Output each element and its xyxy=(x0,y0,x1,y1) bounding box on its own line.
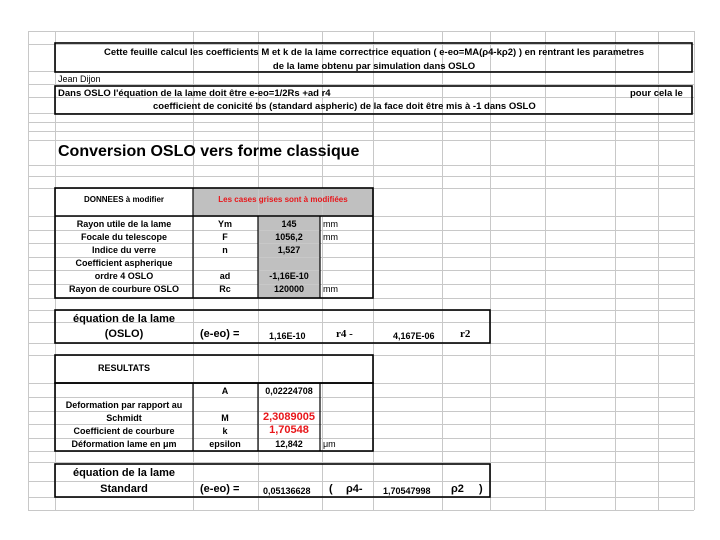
donnees-value-courbure[interactable]: 120000 xyxy=(273,284,305,294)
donnees-label-indice: Indice du verre xyxy=(91,245,157,255)
donnees-value-aspherique[interactable]: -1,16E-10 xyxy=(269,271,309,281)
resultats-value-epsilon: 12,842 xyxy=(275,439,303,449)
eq-std-coef-2: 1,70547998 xyxy=(383,486,431,496)
donnees-label-courbure: Rayon de courbure OSLO xyxy=(68,284,180,294)
oslo-note-line-1: Dans OSLO l'équation de la lame doit être e-eo=1/2Rs +ad r4 xyxy=(58,88,331,99)
author-name: Jean Dijon xyxy=(58,74,101,84)
eq-std-lhs: (e-eo) = xyxy=(200,483,240,495)
resultats-symbol-m: M xyxy=(221,413,229,423)
eq-std-rho4: ρ4- xyxy=(346,483,363,495)
resultats-label-coef-courbure: Coefficient de courbure xyxy=(73,426,175,436)
donnees-label-ym: Rayon utile de la lame xyxy=(76,219,172,229)
eq-std-label-2: Standard xyxy=(100,483,148,495)
donnees-unit-courbure: mm xyxy=(323,284,338,294)
donnees-value-ym[interactable]: 145 xyxy=(281,219,297,229)
resultats-value-m: 2,3089005 xyxy=(263,411,315,423)
donnees-unit-ym: mm xyxy=(323,219,338,229)
donnees-title: DONNEES à modifier xyxy=(83,195,164,204)
resultats-title: RESULTATS xyxy=(98,363,150,373)
eq-oslo-coef-1: 1,16E-10 xyxy=(269,331,306,341)
header-line-2: de la lame obtenu par simulation dans OSLO xyxy=(272,61,476,72)
eq-std-close-paren: ) xyxy=(479,483,483,495)
donnees-note: Les cases grises sont à modifiées xyxy=(218,195,348,204)
eq-oslo-coef-2: 4,167E-06 xyxy=(393,331,435,341)
donnees-label-focale: Focale du telescope xyxy=(80,232,168,242)
donnees-value-indice[interactable]: 1,527 xyxy=(277,245,301,255)
donnees-label-aspherique: Coefficient aspherique xyxy=(75,258,173,268)
eq-oslo-label-1: équation de la lame xyxy=(72,313,176,325)
donnees-unit-focale: mm xyxy=(323,232,338,242)
eq-std-rho2: ρ2 xyxy=(451,483,464,495)
section-title: Conversion OSLO vers forme classique xyxy=(58,143,360,160)
oslo-note-line-2: coefficient de conicité bs (standard aspheric) de la face doit être mis à -1 dans OSLO xyxy=(153,101,536,112)
eq-oslo-label-2: (OSLO) xyxy=(104,328,144,340)
eq-std-open-paren: ( xyxy=(329,483,333,495)
donnees-label-aspherique-2: ordre 4 OSLO xyxy=(94,271,154,281)
header-line-1: Cette feuille calcul les coefficients M et k de la lame correctrice equation ( e-eo=MA(ρ4-kρ2) ) en rentrant les parametres xyxy=(104,47,644,58)
resultats-value-k: 1,70548 xyxy=(269,424,309,436)
donnees-symbol-courbure: Rc xyxy=(219,284,231,294)
donnees-value-focale[interactable]: 1056,2 xyxy=(275,232,303,242)
oslo-note-line-1-right: pour cela le xyxy=(630,88,683,99)
eq-oslo-lhs: (e-eo) = xyxy=(200,328,240,340)
resultats-symbol-epsilon: epsilon xyxy=(209,439,241,449)
eq-oslo-r2: r2 xyxy=(460,328,471,340)
eq-std-label-1: équation de la lame xyxy=(72,467,176,479)
resultats-label-deformation-um: Déformation lame en μm xyxy=(71,439,177,449)
resultats-label-deformation-2: Schmidt xyxy=(106,413,142,423)
eq-std-coef-1: 0,05136628 xyxy=(263,486,311,496)
resultats-symbol-k: k xyxy=(222,426,228,436)
resultats-symbol-a: A xyxy=(221,386,229,396)
donnees-symbol-ym: Ym xyxy=(217,219,232,229)
resultats-value-a: 0,02224708 xyxy=(265,386,313,396)
donnees-symbol-aspherique: ad xyxy=(219,271,231,281)
donnees-symbol-focale: F xyxy=(222,232,228,242)
resultats-label-deformation: Deformation par rapport au xyxy=(65,400,183,410)
donnees-symbol-indice: n xyxy=(222,245,228,255)
resultats-unit-epsilon: μm xyxy=(323,439,336,449)
eq-oslo-r4: r4 - xyxy=(336,328,353,340)
